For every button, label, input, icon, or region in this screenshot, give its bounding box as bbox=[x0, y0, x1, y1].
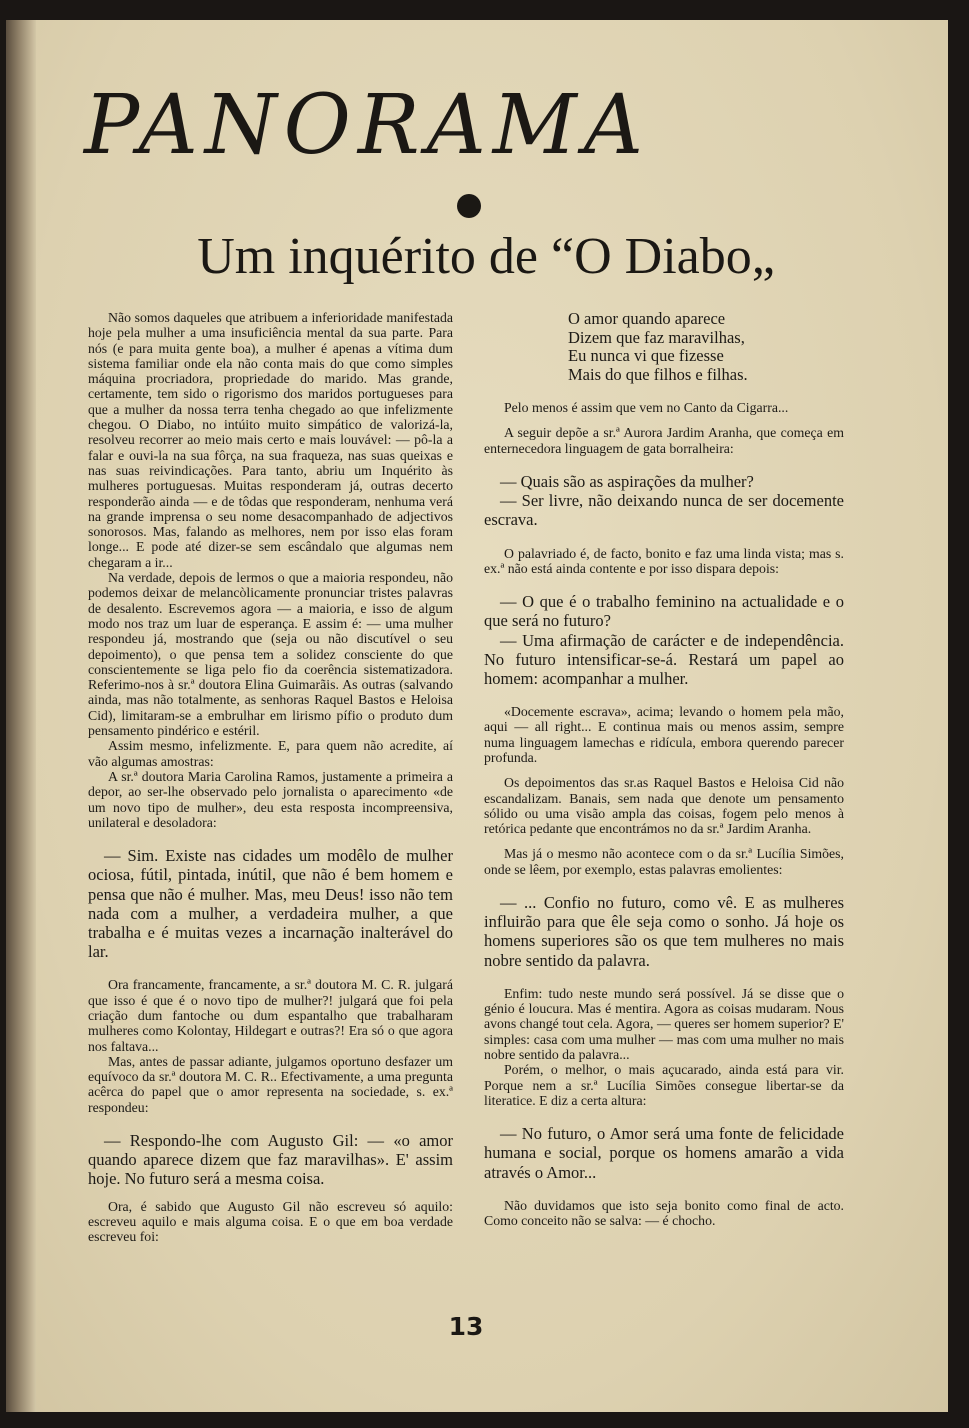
paragraph: Na verdade, depois de lermos o que a maioria respondeu, não podemos deixar de melancòlicamente pronunciar tristes palavras de desalento. Escrevemos agora — a maioria, e isso de algum modo nos traz um luar de esperança. E assim é: — uma mulher respondeu já, mostrando que (seja ou não discutível o seu depoimento), o que pensa tem a solidez consciente do que conscientemente se liga pelo fio da coerência sistematizadora. Referimo-nos à sr.ª doutora Elina Guimarãis. As outras (salvando ainda, mas não totalmente, as senhoras Raquel Bastos e Heloisa Cid), limitaram-se a embrulhar em lirismo pífio o produto dum pensamento pindérico e estéril. bbox=[88, 570, 453, 739]
paragraph: Não somos daqueles que atribuem a inferioridade manifestada hoje pela mulher a uma insuficiência mental da sua parte. Para nós (e para muita gente boa), a mulher é apenas a vítima dum sistema familiar onde ela não conta mais do que como simples máquina procriadora, propriedade do marido. Mas grande, certamente, tem sido o rigorismo dos maridos portugueses para que a mulher da nossa terra tenha chegado ao que infelizmente chegou. O Diabo, no intúito muito simpático de valorizá-la, resolveu recorrer ao meio mais certo e mais louvável: — pô-la a falar e ouvi-la na sua fôrça, na sua fraqueza, nas suas queixas e nas suas reivindicações. Para tanto, abriu um Inquérito às mulheres portuguesas. Muitas responderam já, outras decerto responderão ainda — e de tôdas que responderam, nenhuma verá na grande imprensa o seu nome desacompanhado de adjectivos sonorosos. Mas, falando as melhores, nem por isso elas foram longe... E pode até dizer-se sem escândalo que algumas nem chegaram a ir... bbox=[88, 310, 453, 570]
verse-block bbox=[484, 310, 844, 384]
page-number: 13 bbox=[448, 1312, 484, 1341]
paragraph: A sr.ª doutora Maria Carolina Ramos, justamente a primeira a depor, ao ser-lhe observado pelo jornalista o aparecimento «de um novo tipo de mulher», deu esta resposta incompreensiva, unilateral e desoladora: bbox=[88, 768, 453, 830]
quote-paragraph: — O que é o trabalho feminino na actualidade e o que será no futuro? bbox=[484, 592, 844, 631]
verse-line: Dizem que faz maravilhas, bbox=[568, 327, 745, 347]
article-headline: Um inquérito de “O Diabo„ bbox=[197, 228, 775, 285]
paragraph: Os depoimentos das sr.as Raquel Bastos e Heloisa Cid não escandalizam. Banais, sem nada que denote um pensamento sólido ou uma visão ampla das coisas, fogem pelo menos à retórica pedante que encontrámos no da sr.ª Jardim Aranha. bbox=[484, 775, 844, 837]
magazine-page bbox=[6, 20, 948, 1412]
quote-paragraph: — Sim. Existe nas cidades um modêlo de mulher ociosa, fútil, pintada, inútil, que não é bem homem e pensa que não é mulher. Mas, meu Deus! isso não tem nada com a mulher, a verdadeira mulher, a que trabalha e é muitas vezes a incarnação inalterável do lar. bbox=[88, 846, 453, 962]
left-column bbox=[88, 310, 453, 1244]
paragraph: Ora, é sabido que Augusto Gil não escreveu só aquilo: escreveu aquilo e mais alguma coisa. E o que em boa verdade escreveu foi: bbox=[88, 1198, 453, 1245]
quote-paragraph: — ... Confio no futuro, como vê. E as mulheres influirão para que êle seja como o sonho. Já hoje os homens superiores são os que tem mulheres no mais nobre sentido da palavra. bbox=[484, 893, 844, 970]
verse-line: O amor quando aparece bbox=[568, 309, 726, 328]
paragraph: O palavriado é, de facto, bonito e faz uma linda vista; mas s. ex.ª não está ainda contente e por isso dispara depois: bbox=[484, 545, 844, 576]
verse-line: Mais do que filhos e filhas. bbox=[568, 364, 748, 384]
paragraph: A seguir depõe a sr.ª Aurora Jardim Aranha, que começa em enternecedora linguagem de gata borralheira: bbox=[484, 425, 844, 456]
paragraph: Porém, o melhor, o mais açucarado, ainda está para vir. Porque nem a sr.ª Lucília Simões consegue libertar-se da literatice. E diz a certa altura: bbox=[484, 1062, 844, 1108]
page-binding-edge bbox=[6, 20, 36, 1412]
paragraph: Ora francamente, francamente, a sr.ª doutora M. C. R. julgará que isso é que é o novo tipo de mulher?! julgará que foi pela criação dum fantoche ou dum espantalho que trabalharam mulheres como Kolontay, Hildegart e outras?! Era só o que agora nos faltava... bbox=[88, 977, 453, 1054]
quote-paragraph: — Ser livre, não deixando nunca de ser docemente escrava. bbox=[484, 491, 844, 530]
paragraph: Pelo menos é assim que vem no Canto da Cigarra... bbox=[504, 400, 789, 415]
paragraph: Assim mesmo, infelizmente. E, para quem não acredite, aí vão algumas amostras: bbox=[88, 738, 453, 769]
right-column bbox=[484, 310, 844, 1228]
quote-paragraph: — No futuro, o Amor será uma fonte de felicidade humana e social, porque os homens amarão a vida através o Amor... bbox=[484, 1124, 844, 1182]
bullet-ornament bbox=[457, 194, 481, 218]
quote-paragraph: — Uma afirmação de carácter e de independência. No futuro intensificar-se-á. Restará um papel ao homem: acompanhar a mulher. bbox=[484, 630, 844, 688]
verse-line: Eu nunca vi que fizesse bbox=[568, 346, 724, 365]
quote-paragraph: — Respondo-lhe com Augusto Gil: — «o amor quando aparece dizem que faz maravilhas». E' assim hoje. No futuro será a mesma coisa. bbox=[88, 1130, 453, 1189]
paragraph: «Docemente escrava», acima; levando o homem pela mão, aqui — all right... E continua mais ou menos assim, sempre numa linguagem lamechas e ridícula, embora querendo parecer profunda. bbox=[484, 704, 844, 765]
paragraph: Enfim: tudo neste mundo será possível. Já se disse que o génio é loucura. Mas é mentira. Agora as coisas mudaram. Nous avons changé tout cela. Agora, — queres ser homem superior? E' simples: casa com uma mulher — mas com uma mulher no mais nobre sentido da palavra... bbox=[484, 985, 844, 1063]
paragraph: Mas já o mesmo não acontece com o da sr.ª Lucília Simões, onde se lêem, por exemplo, estas palavras emolientes: bbox=[484, 846, 844, 877]
masthead-title: PANORAMA bbox=[84, 78, 650, 173]
quote-paragraph: — Quais são as aspirações da mulher? bbox=[500, 471, 754, 491]
paragraph: Mas, antes de passar adiante, julgamos oportuno desfazer um equívoco da sr.ª doutora M. C. R.. Efectivamente, a uma pregunta acêrca do papel que o amor representa na sociedade, s. ex.ª respondeu: bbox=[88, 1053, 453, 1115]
paragraph: Não duvidamos que isto seja bonito como final de acto. Como conceito não se salva: — é chocho. bbox=[484, 1197, 844, 1229]
